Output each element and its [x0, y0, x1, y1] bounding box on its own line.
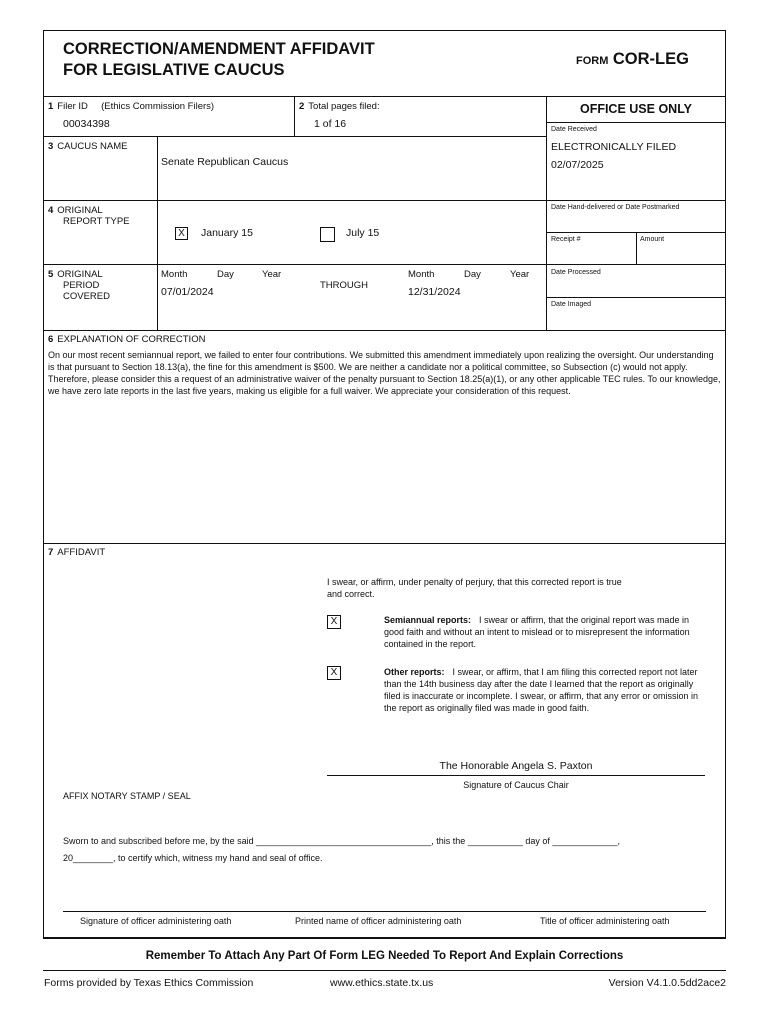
officer-title-caption: Title of officer administering oath [540, 916, 670, 926]
caucus-name-value[interactable]: Senate Republican Caucus [161, 156, 289, 168]
officer-signature-line [63, 911, 706, 912]
july-checkbox[interactable] [320, 227, 335, 242]
end-month-label: Month [408, 269, 435, 280]
divider [43, 543, 726, 544]
semiannual-checkbox[interactable]: X [327, 615, 341, 629]
other-reports-statement: Other reports: I swear, or affirm, that I am filing this corrected report not later than the 14th business day after the date I learned that the report as originally filed is inaccurate or incomplete. I swear, or affirm, that any error or omission in the report as originally filed was made in good faith. [384, 667, 698, 713]
report-type-label: 4 ORIGINAL REPORT TYPE [48, 205, 130, 227]
divider [636, 232, 637, 264]
date-imaged-label: Date Imaged [551, 301, 592, 308]
caucus-name-label: 3 CAUCUS NAME [48, 141, 128, 152]
january-label: January 15 [201, 227, 253, 239]
other-reports-checkbox[interactable]: X [327, 666, 341, 680]
affidavit-label: 7 AFFIDAVIT [48, 547, 106, 558]
july-label: July 15 [346, 227, 380, 239]
divider [43, 970, 726, 971]
footer-provider: Forms provided by Texas Ethics Commission [44, 977, 254, 989]
form-title: CORRECTION/AMENDMENT AFFIDAVIT FOR LEGISLATIVE CAUCUS [63, 40, 375, 79]
period-start-value[interactable]: 07/01/2024 [161, 286, 214, 298]
explanation-label: 6 EXPLANATION OF CORRECTION [48, 334, 206, 345]
divider [546, 96, 547, 330]
divider [43, 264, 726, 265]
swear-statement: I swear, or affirm, under penalty of perjury, that this corrected report is true and correct. [327, 577, 622, 599]
sworn-statement-line2: 20________, to certify which, witness my hand and seal of office. [63, 853, 323, 863]
footer-website[interactable]: www.ethics.state.tx.us [330, 977, 434, 989]
end-year-label: Year [510, 269, 530, 280]
period-label: 5 ORIGINAL PERIOD COVERED [48, 269, 110, 302]
divider [43, 96, 726, 97]
divider [294, 96, 295, 136]
start-year-label: Year [262, 269, 282, 280]
footer-version: Version V4.1.0.5dd2ace2 [608, 977, 726, 989]
attachment-reminder: Remember To Attach Any Part Of Form LEG Needed To Report And Explain Corrections [145, 950, 624, 962]
semiannual-heading: Semiannual reports: [384, 615, 472, 625]
sworn-statement-line1: Sworn to and subscribed before me, by the said ___________________________________, this the ___________ day of _____________, [63, 836, 620, 846]
divider [43, 938, 726, 939]
other-reports-heading: Other reports: [384, 667, 445, 677]
officer-signature-caption: Signature of officer administering oath [80, 916, 232, 926]
filed-status: ELECTRONICALLY FILED [551, 141, 677, 153]
explanation-text[interactable]: On our most recent semiannual report, we failed to enter four contributions. We submitted this amendment immediately upon realizing the oversight. Our understanding is that pursuant to Section 18.13(a), the fine for this amendment is $500. We are neither a candidate nor a political committee, so Subsection (c) would not apply. Therefore, please consider this a request of an administrative waiver of the penalty pursuant to Section 18.25(a)(1), or any other applicable TEC rules. To our knowledge, we have zero late reports in the last five years, making us eligible for a full waiver. We appreciate your consideration of this request. [48, 350, 721, 396]
form-code: FORM COR-LEG [576, 50, 689, 68]
signature-line [327, 775, 705, 776]
start-day-label: Day [217, 269, 234, 280]
divider [43, 200, 726, 201]
officer-name-caption: Printed name of officer administering oath [295, 916, 462, 926]
filer-id-value[interactable]: 00034398 [63, 118, 110, 130]
date-received-label: Date Received [551, 126, 597, 133]
january-checkbox[interactable]: X [175, 227, 188, 240]
end-day-label: Day [464, 269, 481, 280]
total-pages-value[interactable]: 1 of 16 [314, 118, 347, 130]
office-use-title: OFFICE USE ONLY [579, 102, 693, 116]
receipt-label: Receipt # [551, 236, 581, 243]
amount-label: Amount [640, 236, 665, 243]
hand-delivered-label: Date Hand-delivered or Date Postmarked [551, 204, 680, 211]
filed-date: 02/07/2025 [551, 159, 604, 171]
divider [43, 136, 546, 137]
period-end-value[interactable]: 12/31/2024 [408, 286, 461, 298]
divider [546, 122, 726, 123]
divider [43, 330, 726, 331]
total-pages-label: 2 Total pages filed: [299, 101, 380, 112]
notary-seal-label: AFFIX NOTARY STAMP / SEAL [63, 791, 191, 801]
caucus-chair-signature[interactable]: The Honorable Angela S. Paxton [439, 760, 593, 772]
through-label: THROUGH [320, 280, 369, 291]
filer-id-label: 1 Filer ID (Ethics Commission Filers) [48, 101, 215, 112]
start-month-label: Month [161, 269, 188, 280]
semiannual-statement: Semiannual reports: I swear or affirm, that the original report was made in good faith and without an intent to mislead or to misrepresent the information contained in the report. [384, 615, 690, 649]
divider [546, 297, 726, 298]
divider [157, 136, 158, 330]
date-processed-label: Date Processed [551, 269, 601, 276]
signature-caption: Signature of Caucus Chair [463, 780, 569, 790]
